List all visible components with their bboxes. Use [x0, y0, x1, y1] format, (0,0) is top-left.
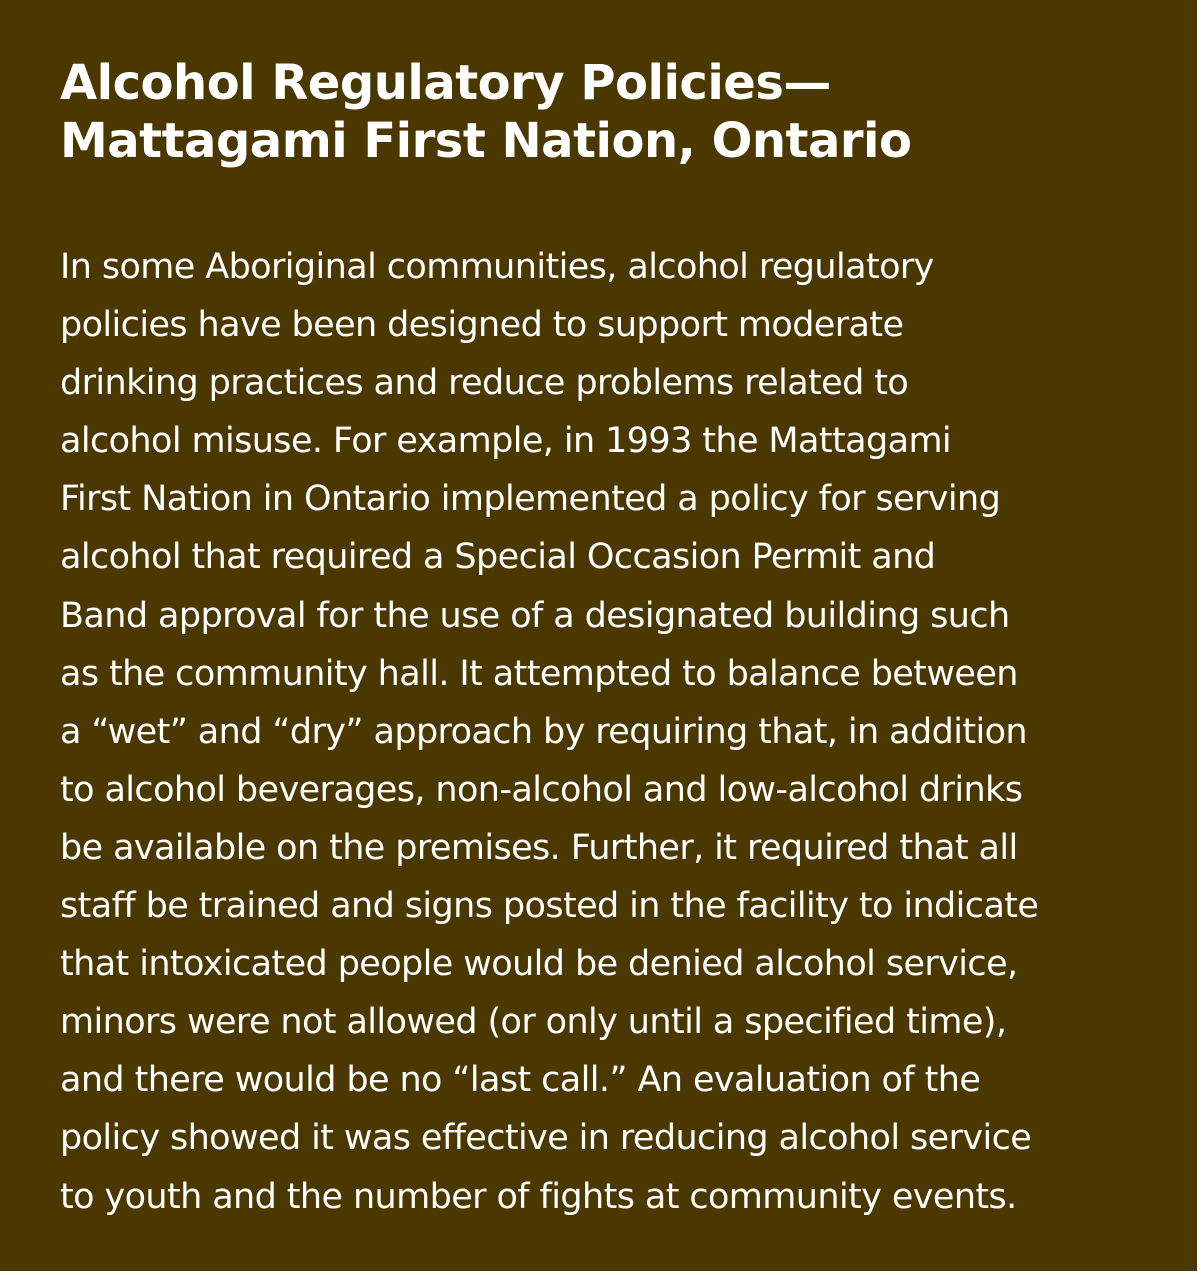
- body-line: Band approval for the use of a designated building such: [60, 595, 1010, 636]
- body-line: alcohol misuse. For example, in 1993 the Mattagami: [60, 421, 952, 462]
- body-line: staff be trained and signs posted in the facility to indicate: [60, 886, 1039, 927]
- body-paragraph: [60, 238, 1160, 1226]
- body-line: to alcohol beverages, non-alcohol and low-alcohol drinks: [60, 769, 1023, 810]
- body-line: policy showed it was effective in reducing alcohol service: [60, 1118, 1032, 1159]
- title-line: Mattagami First Nation, Ontario: [60, 113, 912, 169]
- body-line: minors were not allowed (or only until a specified time),: [60, 1002, 1007, 1043]
- body-line: a “wet” and “dry” approach by requiring that, in addition: [60, 711, 1027, 752]
- box-title: [60, 54, 1140, 170]
- body-line: as the community hall. It attempted to balance between: [60, 653, 1018, 694]
- body-line: that intoxicated people would be denied alcohol service,: [60, 944, 1018, 985]
- body-line: policies have been designed to support moderate: [60, 305, 904, 346]
- body-line: and there would be no “last call.” An evaluation of the: [60, 1060, 981, 1101]
- body-line: First Nation in Ontario implemented a policy for serving: [60, 479, 1001, 520]
- title-line: Alcohol Regulatory Policies—: [60, 55, 831, 111]
- body-line: drinking practices and reduce problems related to: [60, 363, 909, 404]
- body-line: to youth and the number of fights at community events.: [60, 1176, 1017, 1217]
- body-line: In some Aboriginal communities, alcohol regulatory: [60, 247, 934, 287]
- body-line: be available on the premises. Further, it required that all: [60, 827, 1018, 868]
- body-line: alcohol that required a Special Occasion Permit and: [60, 537, 936, 578]
